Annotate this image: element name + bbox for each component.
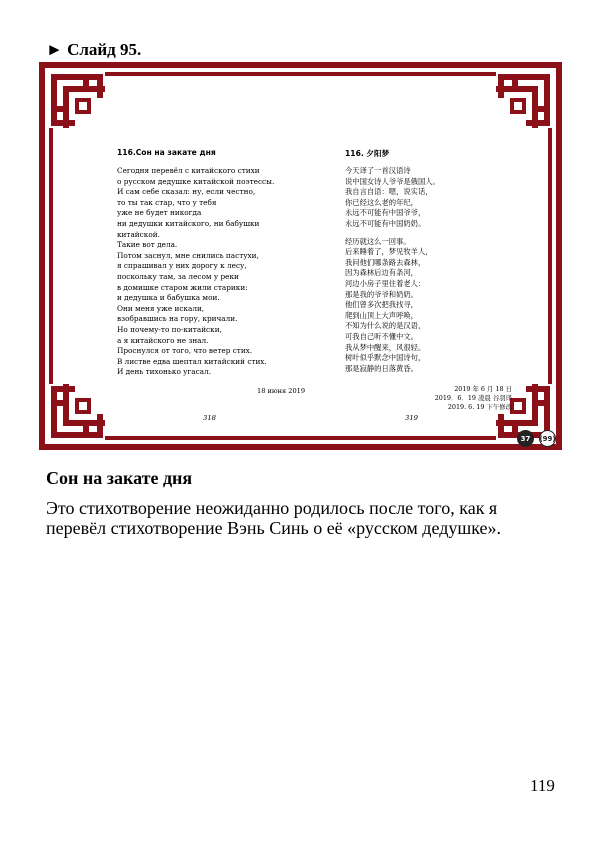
poem-line: 树叶似乎默念中国诗句，: [345, 353, 426, 363]
poem-line: китайской.: [117, 229, 160, 239]
poem-line: И день тихонько угасал.: [117, 367, 212, 377]
badge-99: (99): [539, 430, 556, 447]
left-page-number: 318: [203, 414, 216, 422]
poem-line: взобравшись на гору, кричали.: [117, 314, 238, 324]
poem-line: о русском дедушке китайской поэтессы.: [117, 176, 275, 186]
date-line: 2019. 6. 19 下午修改: [447, 403, 512, 411]
poem-line: а я китайского не знал.: [117, 335, 209, 345]
poem-line: 可我自己听不懂中文。: [345, 331, 418, 341]
right-poem-text: [345, 166, 440, 374]
right-poem-title: 116. 夕阳梦: [345, 149, 390, 158]
section-title: Сон на закате дня: [46, 468, 193, 488]
poem-line: 说中国女诗人爷爷是俄国人。: [345, 176, 440, 186]
right-page-number: 319: [405, 414, 418, 422]
right-poem-date: [435, 385, 512, 412]
body-paragraph: Это стихотворение неожиданно родилось после того, как я перевёл стихотворение Вэнь Синь о её «русском дедушке».: [46, 498, 502, 538]
poem-line: 他们曾多次把我找寻，: [345, 300, 418, 310]
slide-heading: ► Слайд 95.: [46, 40, 142, 59]
poem-line: то ты так стар, что у тебя: [117, 197, 217, 207]
poem-line: 后来睡着了，梦见牧羊人，: [345, 247, 433, 257]
poem-line: Они меня уже искали,: [117, 303, 205, 313]
left-poem-date: 18 июня 2019: [257, 387, 306, 395]
poem-line: 不知为什么说的是汉语，: [345, 321, 426, 331]
slide-image: [39, 62, 562, 450]
poem-line: 我从梦中醒来，风很轻。: [345, 342, 426, 352]
poem-line: 永远不可能有中国奶奶。: [345, 218, 426, 228]
left-poem-text: [117, 166, 274, 378]
poem-line: я спрашивал у них дорогу к лесу,: [117, 261, 247, 271]
poem-line: Проснулся от того, что ветер стих.: [117, 346, 253, 356]
poem-line: 我问他们哪条路去森林，: [345, 257, 426, 267]
poem-line: ни дедушки китайского, ни бабушки: [117, 218, 260, 228]
poem-line: поскольку там, за лесом у реки: [117, 271, 239, 281]
badge-37: 37: [517, 430, 534, 447]
left-poem-title: 116.Сон на закате дня: [117, 148, 216, 157]
poem-line: 那是我的爷爷和奶奶。: [345, 289, 418, 299]
date-line: 2019 年 6 月 18 日: [454, 385, 512, 393]
poem-line: 你已经这么老的年纪，: [345, 197, 418, 207]
poem-line: 因为森林后边有条河，: [345, 268, 418, 278]
poem-line: В листве едва шептал китайский стих.: [117, 356, 267, 366]
date-line: 2019．6．19 凌晨 谷羽译: [434, 394, 512, 402]
poem-line: 河边小房子里住着老人：: [345, 278, 426, 288]
poem-line: 我自言自语：嗯，说实话，: [345, 187, 433, 197]
poem-line: и дедушка и бабушка мои.: [117, 293, 220, 303]
poem-line: 今天译了一首汉语诗: [345, 166, 411, 175]
poem-line: в домишке старом жили старики:: [117, 282, 248, 292]
page-number: 119: [530, 776, 555, 795]
poem-line: И сам себе сказал: ну, если честно,: [117, 187, 256, 197]
poem-line: уже не будет никогда: [117, 208, 202, 218]
poem-line: Сегодня перевёл с китайского стихи: [117, 166, 260, 175]
poem-line: 那是寂静的日落黄昏。: [345, 363, 418, 373]
poem-line: 经历就这么一回事。: [345, 236, 411, 246]
poem-line: 永远不可能有中国爷爷，: [345, 208, 426, 218]
poem-line: Потом заснул, мне снились пастухи,: [117, 250, 259, 260]
poem-line: Но почему-то по-китайски,: [117, 324, 222, 334]
poem-line: 爬到山顶上大声呼唤，: [345, 310, 418, 320]
poem-line: Такие вот дела.: [117, 240, 178, 250]
